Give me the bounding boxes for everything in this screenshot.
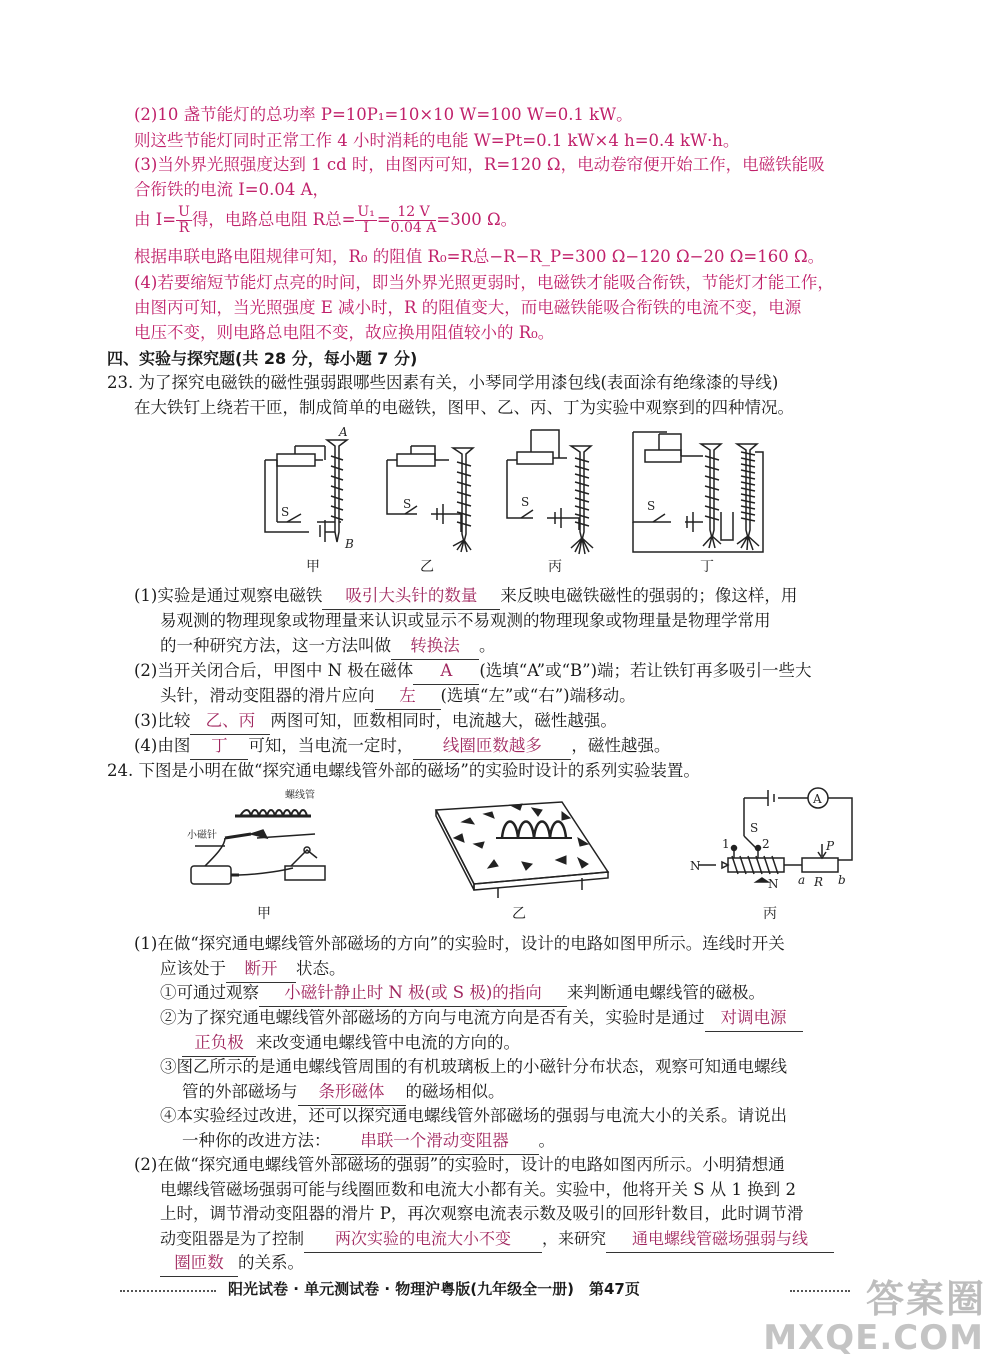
q24-stem: 24. 下图是小明在做“探究通电螺线管外部的磁场”的实验时设计的系列实验装置。	[107, 761, 700, 780]
q24-s4-line2: 一种你的改进方法： 串联一个滑动变阻器 。	[182, 1128, 555, 1155]
q24-answer-5: 串联一个滑动变阻器	[331, 1128, 539, 1155]
q23-answer-1: 吸引大头针的数量	[322, 583, 500, 610]
q23-answer-6: 丁	[190, 733, 248, 760]
q23-caption-ding: 丁	[700, 559, 714, 575]
eq-frac-1: $\frac{U}{R}$	[178, 204, 190, 236]
solution-p4-line3: 电压不变，则电路总电阻不变，故应换用阻值较小的 R₀。	[134, 323, 555, 342]
q23-stem-line2: 在大铁钉上绕若干匝，制成简单的电磁铁，图甲、乙、丙、丁为实验中观察到的四种情况。	[134, 398, 794, 417]
label-S-yi: S	[403, 497, 412, 511]
q24-figure-bing	[686, 786, 866, 898]
label-2: 2	[762, 837, 770, 851]
q23-q2-line2: 头针，滑动变阻器的滑片应向 左 (选填“左”或“右”)端移动。	[160, 683, 636, 710]
q23-q2-line1: (2)当开关闭合后，甲图中 N 极在磁体 A (选填“A”或“B”)端；若让铁钉再多吸引一些大	[134, 658, 812, 685]
q23-q1-line2: 易观测的物理现象或物理量来认识或显示不易观测的物理现象或物理量是物理学常用	[160, 611, 771, 630]
q24-answer-7b: 圈匝数	[160, 1250, 238, 1277]
label-S-bing: S	[521, 495, 530, 509]
q24-caption-yi: 乙	[512, 906, 526, 922]
label-N-left: N	[690, 859, 701, 873]
footer-dots-left	[120, 1290, 216, 1292]
solution-p4-line2: 由图丙可知，当光照强度 E 减小时，R 的阻值变大，而电磁铁能吸合衔铁的电流不变，电源	[134, 298, 802, 317]
q24-p2-line2: 电螺线管磁场强弱可能与线圈匝数和电流大小都有关。实验中，他将开关 S 从 1 换到 2	[160, 1180, 797, 1199]
label-a: a	[798, 873, 806, 887]
eq-mid: 得，电路总电阻 R总=	[191, 210, 356, 229]
q23-answer-2: 转换法	[391, 633, 479, 660]
q23-stem-line1: 23. 为了探究电磁铁的磁性强弱跟哪些因素有关，小琴同学用漆包线(表面涂有绝缘漆的导线)	[107, 373, 779, 392]
label-S-jia: S	[281, 505, 290, 519]
q24-answer-2: 小磁针静止时 N 极(或 S 极)的指向	[259, 980, 567, 1007]
eq-prefix: 由 I=	[134, 210, 177, 229]
label-S-bing24: S	[750, 821, 759, 835]
solution-p3-line4: 根据串联电路电阻规律可知，R₀ 的阻值 R₀=R总−R−R_P=300 Ω−120 Ω−20 Ω=160 Ω。	[134, 247, 825, 266]
q24-p2-line1: (2)在做“探究通电螺线管外部磁场的强弱”的实验时，设计的电路如图丙所示。小明猜想通	[134, 1155, 785, 1174]
q23-answer-4: 左	[375, 683, 441, 710]
q24-p1-line2: 应该处于 断开 状态。	[160, 956, 346, 983]
label-ammeter: A	[813, 792, 822, 806]
q24-p2-line4: 动变阻器是为了控制 两次实验的电流大小不变 ，来研究 通电螺线管磁场强弱与线	[160, 1226, 834, 1253]
solution-p4-line1: (4)若要缩短节能灯点亮的时间，即当外界光照更弱时，电磁铁才能吸合衔铁，节能灯才能工作，	[134, 273, 834, 292]
q24-figure-jia	[185, 786, 345, 898]
q23-q1-line1: (1)实验是通过观察电磁铁 吸引大头针的数量 来反映电磁铁磁性的强弱的；像这样，用	[134, 583, 797, 610]
q24-s3-line1: ③图乙所示的是通电螺线管周围的有机玻璃板上的小磁针分布状态，观察可知通电螺线	[160, 1057, 787, 1076]
eq-suffix: =300 Ω。	[436, 210, 518, 229]
q24-p1-line1: (1)在做“探究通电螺线管外部磁场的方向”的实验时，设计的电路如图甲所示。连线时开关	[134, 934, 785, 953]
section-heading: 四、实验与探究题(共 28 分，每小题 7 分)	[107, 349, 418, 368]
q24-p2-line5: 圈匝数 的关系。	[160, 1250, 304, 1277]
q23-caption-bing: 丙	[548, 559, 562, 575]
q24-s1: ①可通过观察 小磁针静止时 N 极(或 S 极)的指向 来判断通电螺线管的磁极。	[160, 980, 765, 1007]
label-P: P	[826, 839, 835, 853]
q24-caption-bing: 丙	[763, 906, 777, 922]
q23-q3: (3)比较 乙、丙 两图可知，匝数相同时，电流越大，磁性越强。	[134, 708, 617, 735]
label-B: B	[345, 537, 354, 551]
label-S-ding: S	[647, 499, 656, 513]
q24-answer-4: 条形磁体	[298, 1079, 406, 1106]
label-N-right: N	[768, 877, 779, 891]
eq-equal: =	[376, 210, 391, 229]
solution-p3-equation	[134, 200, 517, 240]
q24-answer-3b: 正负极	[182, 1030, 256, 1057]
q24-p2-line3: 上时，调节滑动变阻器的滑片 P，再次观察电流表示数及吸引的回形针数目，此时调节滑	[160, 1204, 804, 1223]
q24-answer-1: 断开	[226, 956, 296, 983]
label-A: A	[339, 425, 348, 439]
q23-answer-7: 线圈匝数越多	[413, 733, 571, 760]
footer-text: 阳光试卷 · 单元测试卷 · 物理沪粤版(九年级全一册) 第47页	[228, 1280, 640, 1298]
solution-p3-line1: (3)当外界光照强度达到 1 cd 时，由图丙可知，R=120 Ω，电动卷帘便开始工作，电磁铁能吸	[134, 155, 825, 174]
label-b: b	[838, 873, 846, 887]
eq-frac-3: $\frac{12 V}{0.04 A}$	[390, 204, 437, 236]
q23-caption-jia: 甲	[306, 559, 320, 575]
q23-q1-line3: 的一种研究方法，这一方法叫做 转换法 。	[160, 633, 496, 660]
q24-caption-jia: 甲	[257, 906, 271, 922]
solution-p2-line1: (2)10 盏节能灯的总功率 P=10P₁=10×10 W=100 W=0.1 kW。	[134, 105, 633, 124]
footer-dots-right	[790, 1290, 850, 1292]
q24-figure-yi	[432, 798, 612, 898]
label-R: R	[814, 875, 824, 889]
watermark-url: MXQE.COM	[763, 1318, 984, 1358]
q23-caption-yi: 乙	[420, 559, 434, 575]
q23-figure	[255, 422, 775, 582]
figure-bing	[507, 430, 593, 554]
q23-answer-5: 乙、丙	[190, 708, 270, 735]
eq-frac-2: $\frac{\text{U₁}}{I}$	[357, 204, 375, 236]
solution-p3-line2: 合衔铁的电流 I=0.04 A，	[134, 180, 329, 199]
solution-p2-line2: 则这些节能灯同时正常工作 4 小时消耗的电能 W=Pt=0.1 kW×4 h=0.4 kW·h。	[134, 131, 740, 150]
q24-answer-6: 两次实验的电流大小不变	[304, 1226, 542, 1253]
figure-ding	[633, 432, 763, 552]
watermark-logo: 答案圈	[865, 1277, 986, 1321]
q24-s2-line2: 正负极 来改变通电螺线管中电流的方向的。	[182, 1030, 520, 1057]
label-needle: 小磁针	[187, 830, 217, 841]
figure-jia	[265, 425, 354, 551]
q24-s2-line1: ②为了探究通电螺线管外部磁场的方向与电流方向是否有关，实验时是通过 对调电源	[160, 1005, 803, 1032]
label-1: 1	[722, 837, 730, 851]
label-solenoid: 螺线管	[285, 790, 315, 801]
q24-s4-line1: ④本实验经过改进，还可以探究通电螺线管外部磁场的强弱与电流大小的关系。请说出	[160, 1106, 787, 1125]
q24-s3-line2: 管的外部磁场与 条形磁体 的磁场相似。	[182, 1079, 505, 1106]
q23-q4: (4)由图 丁 可知，当电流一定时， 线圈匝数越多 ，磁性越强。	[134, 733, 670, 760]
figure-yi	[387, 446, 473, 552]
q24-answer-7a: 通电螺线管磁场强弱与线	[606, 1226, 834, 1253]
q23-answer-3: A	[413, 658, 479, 685]
q24-answer-3a: 对调电源	[705, 1005, 803, 1032]
